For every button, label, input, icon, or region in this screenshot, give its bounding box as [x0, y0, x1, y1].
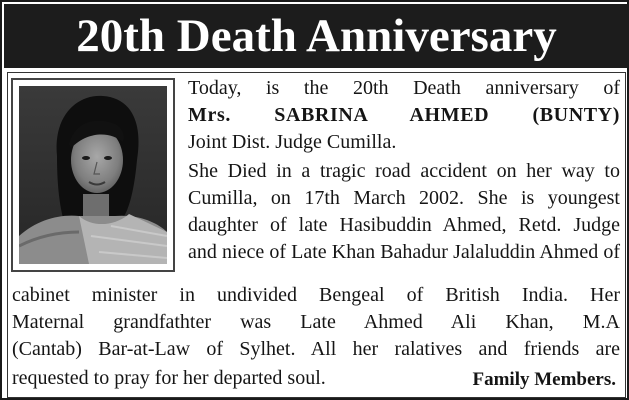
text-line-3: Joint Dist. Judge Cumilla. — [188, 131, 397, 153]
text-line-6: daughter of late Hasibuddin Ahmed, Retd. Judge — [188, 214, 620, 236]
text-line-8: cabinet minister in undivided Bengeal of British India. Her — [12, 284, 620, 306]
text-line-5: Cumilla, on 17th March 2002. She is youngest — [188, 187, 620, 209]
text-line-4: She Died in a tragic road accident on her way to — [188, 160, 620, 182]
text-line-7: and niece of Late Khan Bahadur Jalaluddin Ahmed of — [188, 241, 620, 263]
photo-frame — [11, 78, 175, 272]
text-line-11: requested to pray for her departed soul. — [12, 367, 326, 389]
text-line-9: Maternal grandfathter was Late Ahmed Ali Khan, M.A — [12, 311, 620, 333]
portrait-image — [19, 86, 167, 264]
deceased-name: Mrs. SABRINA AHMED (BUNTY) — [188, 104, 620, 126]
notice-title: 20th Death Anniversary — [76, 10, 557, 62]
text-line-10: (Cantab) Bar-at-Law of Sylhet. All her ralatives and friends are — [12, 338, 620, 360]
signoff: Family Members. — [472, 369, 616, 390]
text-line-1: Today, is the 20th Death anniversary of — [188, 77, 620, 99]
title-banner — [4, 4, 629, 68]
portrait-photo — [19, 86, 167, 264]
